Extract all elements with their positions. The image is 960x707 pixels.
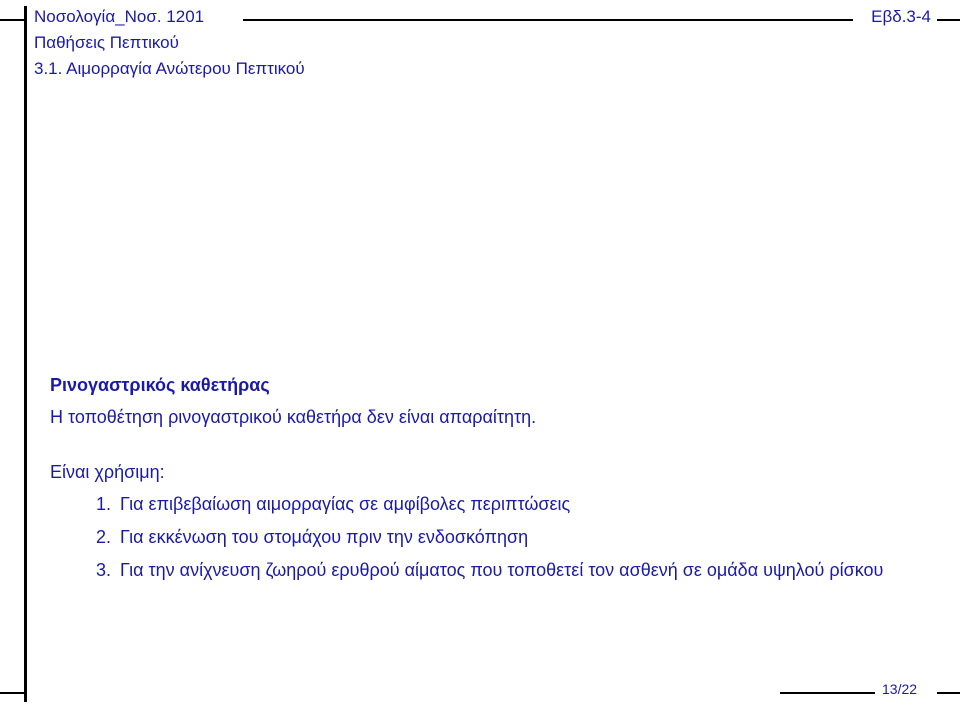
- list-item-number: 2.: [96, 527, 112, 547]
- bottom-left-rule: [0, 692, 24, 694]
- useful-label: Είναι χρήσιμη:: [50, 462, 165, 482]
- top-header-rule: [243, 19, 853, 21]
- chapter-title: Παθήσεις Πεπτικού: [34, 33, 179, 52]
- slide-heading: Ρινογαστρικός καθετήρας: [50, 375, 270, 395]
- section-code: Εβδ.3-4: [871, 7, 931, 26]
- topic-title: 3.1. Αιμορραγία Ανώτερου Πεπτικού: [34, 59, 305, 78]
- list-item-text: Για επιβεβαίωση αιμορραγίας σε αμφίβολες περιπτώσεις: [120, 494, 571, 514]
- top-right-rule: [937, 19, 960, 21]
- slide-content: [50, 373, 910, 591]
- statement-text: Η τοποθέτηση ρινογαστρικού καθετήρα δεν είναι απαραίτητη.: [50, 407, 537, 427]
- usage-list: [96, 492, 910, 582]
- list-item: [96, 558, 910, 582]
- footer-rule: [780, 692, 875, 694]
- list-item-number: 1.: [96, 494, 112, 514]
- course-title: Νοσολογία_Νοσ. 1201: [34, 7, 205, 26]
- list-item-text: Για την ανίχνευση ζωηρού ερυθρού αίματος που τοποθετεί τον ασθενή σε ομάδα υψηλού ρίσκου: [120, 560, 884, 580]
- bottom-right-rule: [937, 692, 960, 694]
- left-vertical-rule: [24, 6, 27, 702]
- list-item: [96, 525, 910, 549]
- top-left-rule: [0, 19, 24, 21]
- list-item: [96, 492, 910, 516]
- list-item-number: 3.: [96, 560, 112, 580]
- list-item-text: Για εκκένωση του στομάχου πριν την ενδοσκόπηση: [120, 527, 529, 547]
- page-number: 13/22: [882, 681, 918, 697]
